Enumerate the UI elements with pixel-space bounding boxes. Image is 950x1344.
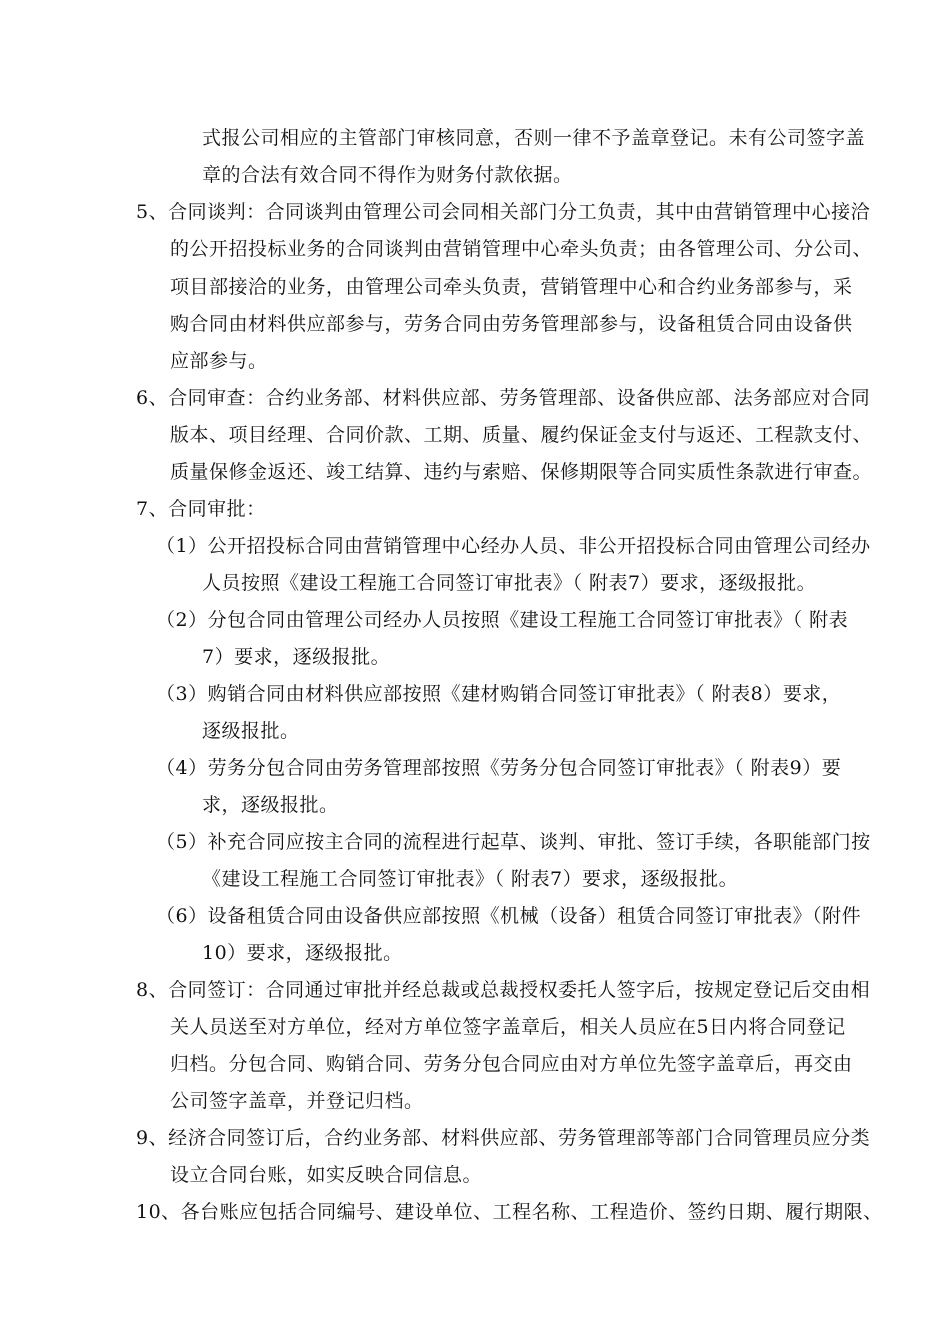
text-line: 5、合同谈判：合同谈判由管理公司会同相关部门分工负责，其中由营销管理中心接洽 bbox=[136, 201, 871, 223]
text-line: 项目部接洽的业务，由管理公司牵头负责，营销管理中心和合约业务部参与，采 bbox=[170, 276, 853, 298]
text-line: （2）分包合同由管理公司经办人员按照《建设工程施工合同签订审批表》（ 附表 bbox=[156, 609, 849, 631]
text-line: （6）设备租赁合同由设备供应部按照《机械（设备）租赁合同签订审批表》（附件 bbox=[156, 905, 862, 927]
text-line: （5）补充合同应按主合同的流程进行起草、谈判、审批、签订手续，各职能部门按 bbox=[156, 831, 871, 853]
text-line: 人员按照《建设工程施工合同签订审批表》（ 附表7）要求，逐级报批。 bbox=[202, 572, 817, 594]
text-line: 8、合同签订：合同通过审批并经总裁或总裁授权委托人签字后，按规定登记后交由相 bbox=[136, 979, 871, 1001]
text-line: 归档。分包合同、购销合同、劳务分包合同应由对方单位先签字盖章后，再交由 bbox=[170, 1053, 853, 1075]
text-line: 公司签字盖章，并登记归档。 bbox=[170, 1090, 424, 1112]
text-line: 购合同由材料供应部参与，劳务合同由劳务管理部参与，设备租赁合同由设备供 bbox=[170, 313, 853, 335]
text-line: 7）要求，逐级报批。 bbox=[202, 646, 391, 668]
text-line: 设立合同台账，如实反映合同信息。 bbox=[170, 1164, 483, 1186]
text-line: 关人员送至对方单位，经对方单位签字盖章后，相关人员应在5日内将合同登记 bbox=[170, 1016, 846, 1038]
text-line: 章的合法有效合同不得作为财务付款依据。 bbox=[202, 164, 573, 186]
text-line: 逐级报批。 bbox=[202, 720, 300, 742]
text-line: 7、合同审批： bbox=[136, 498, 266, 520]
text-line: 的公开招投标业务的合同谈判由营销管理中心牵头负责；由各管理公司、分公司、 bbox=[170, 238, 873, 260]
text-line: 《建设工程施工合同签订审批表》（ 附表7）要求，逐级报批。 bbox=[202, 868, 739, 890]
text-line: 9、经济合同签订后，合约业务部、材料供应部、劳务管理部等部门合同管理员应分类 bbox=[136, 1127, 871, 1149]
text-line: 10、各台账应包括合同编号、建设单位、工程名称、工程造价、签约日期、履行期限、 bbox=[136, 1201, 883, 1223]
text-line: 质量保修金返还、竣工结算、违约与索赔、保修期限等合同实质性条款进行审查。 bbox=[170, 461, 873, 483]
text-line: 6、合同审查：合约业务部、材料供应部、劳务管理部、设备供应部、法务部应对合同 bbox=[136, 387, 871, 409]
text-line: （1）公开招投标合同由营销管理中心经办人员、非公开招投标合同由管理公司经办 bbox=[156, 535, 871, 557]
text-line: 10）要求，逐级报批。 bbox=[202, 942, 403, 964]
text-line: 应部参与。 bbox=[170, 350, 268, 372]
text-line: （3）购销合同由材料供应部按照《建材购销合同签订审批表》（ 附表8）要求， bbox=[156, 683, 842, 705]
text-line: 版本、项目经理、合同价款、工期、质量、履约保证金支付与返还、工程款支付、 bbox=[170, 424, 873, 446]
text-line: （4）劳务分包合同由劳务管理部按照《劳务分包合同签订审批表》（ 附表9）要 bbox=[156, 757, 842, 779]
text-line: 求，逐级报批。 bbox=[202, 794, 339, 816]
text-line: 式报公司相应的主管部门审核同意，否则一律不予盖章登记。未有公司签字盖 bbox=[202, 127, 866, 149]
